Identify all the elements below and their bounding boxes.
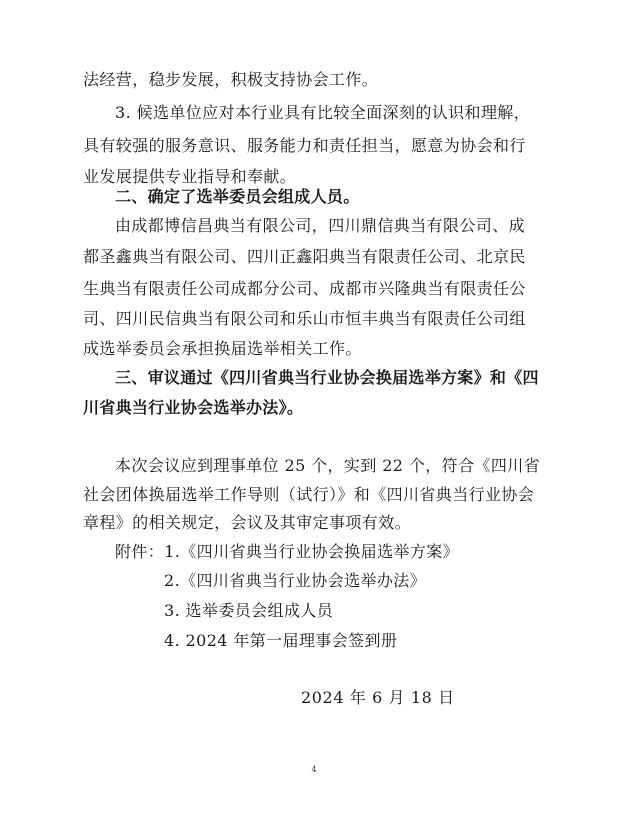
paragraph-line: 生典当有限责任公司成都分公司、成都市兴隆典当有限责任公	[83, 279, 526, 298]
paragraph-line: 由成都博信昌典当有限公司，四川鼎信典当有限公司、成	[115, 216, 526, 235]
paragraph-line: 司、四川民信典当有限公司和乐山市恒丰典当有限责任公司组	[83, 309, 526, 328]
section-heading: 三、审议通过《四川省典当行业协会换届选举方案》和《四	[115, 368, 539, 387]
paragraph-line: 法经营，稳步发展，积极支持协会工作。	[83, 70, 379, 89]
page-number: 4	[311, 765, 317, 774]
attachment-item: 4. 2024 年第一届理事会签到册	[164, 631, 398, 650]
section-heading: 二、确定了选举委员会组成人员。	[115, 187, 360, 206]
paragraph-line: 具有较强的服务意识、服务能力和责任担当，愿意为协会和行	[83, 136, 526, 155]
attachments-label: 附件：1.《四川省典当行业协会换届选举方案》	[115, 542, 460, 561]
paragraph-line: 业发展提供专业指导和奉献。	[83, 167, 297, 186]
document-date: 2024 年 6 月 18 日	[301, 688, 455, 707]
attachment-item: 2.《四川省典当行业协会选举办法》	[164, 571, 427, 590]
paragraph-line: 社会团体换届选举工作导则（试行）》和《四川省典当行业协会	[83, 485, 535, 504]
attachment-item: 3. 选举委员会组成人员	[164, 601, 334, 620]
paragraph-line: 章程》的相关规定，会议及其审定事项有效。	[83, 513, 412, 532]
paragraph-line: 3. 候选单位应对本行业具有比较全面深刻的认识和理解，	[115, 103, 531, 122]
paragraph-line: 都圣鑫典当有限公司、四川正鑫阳典当有限责任公司、北京民	[83, 247, 526, 266]
paragraph-line: 本次会议应到理事单位 25 个，实到 22 个，符合《四川省	[115, 456, 541, 475]
paragraph-line: 成选举委员会承担换届选举相关工作。	[83, 339, 362, 358]
section-heading: 川省典当行业协会选举办法》。	[83, 398, 304, 417]
